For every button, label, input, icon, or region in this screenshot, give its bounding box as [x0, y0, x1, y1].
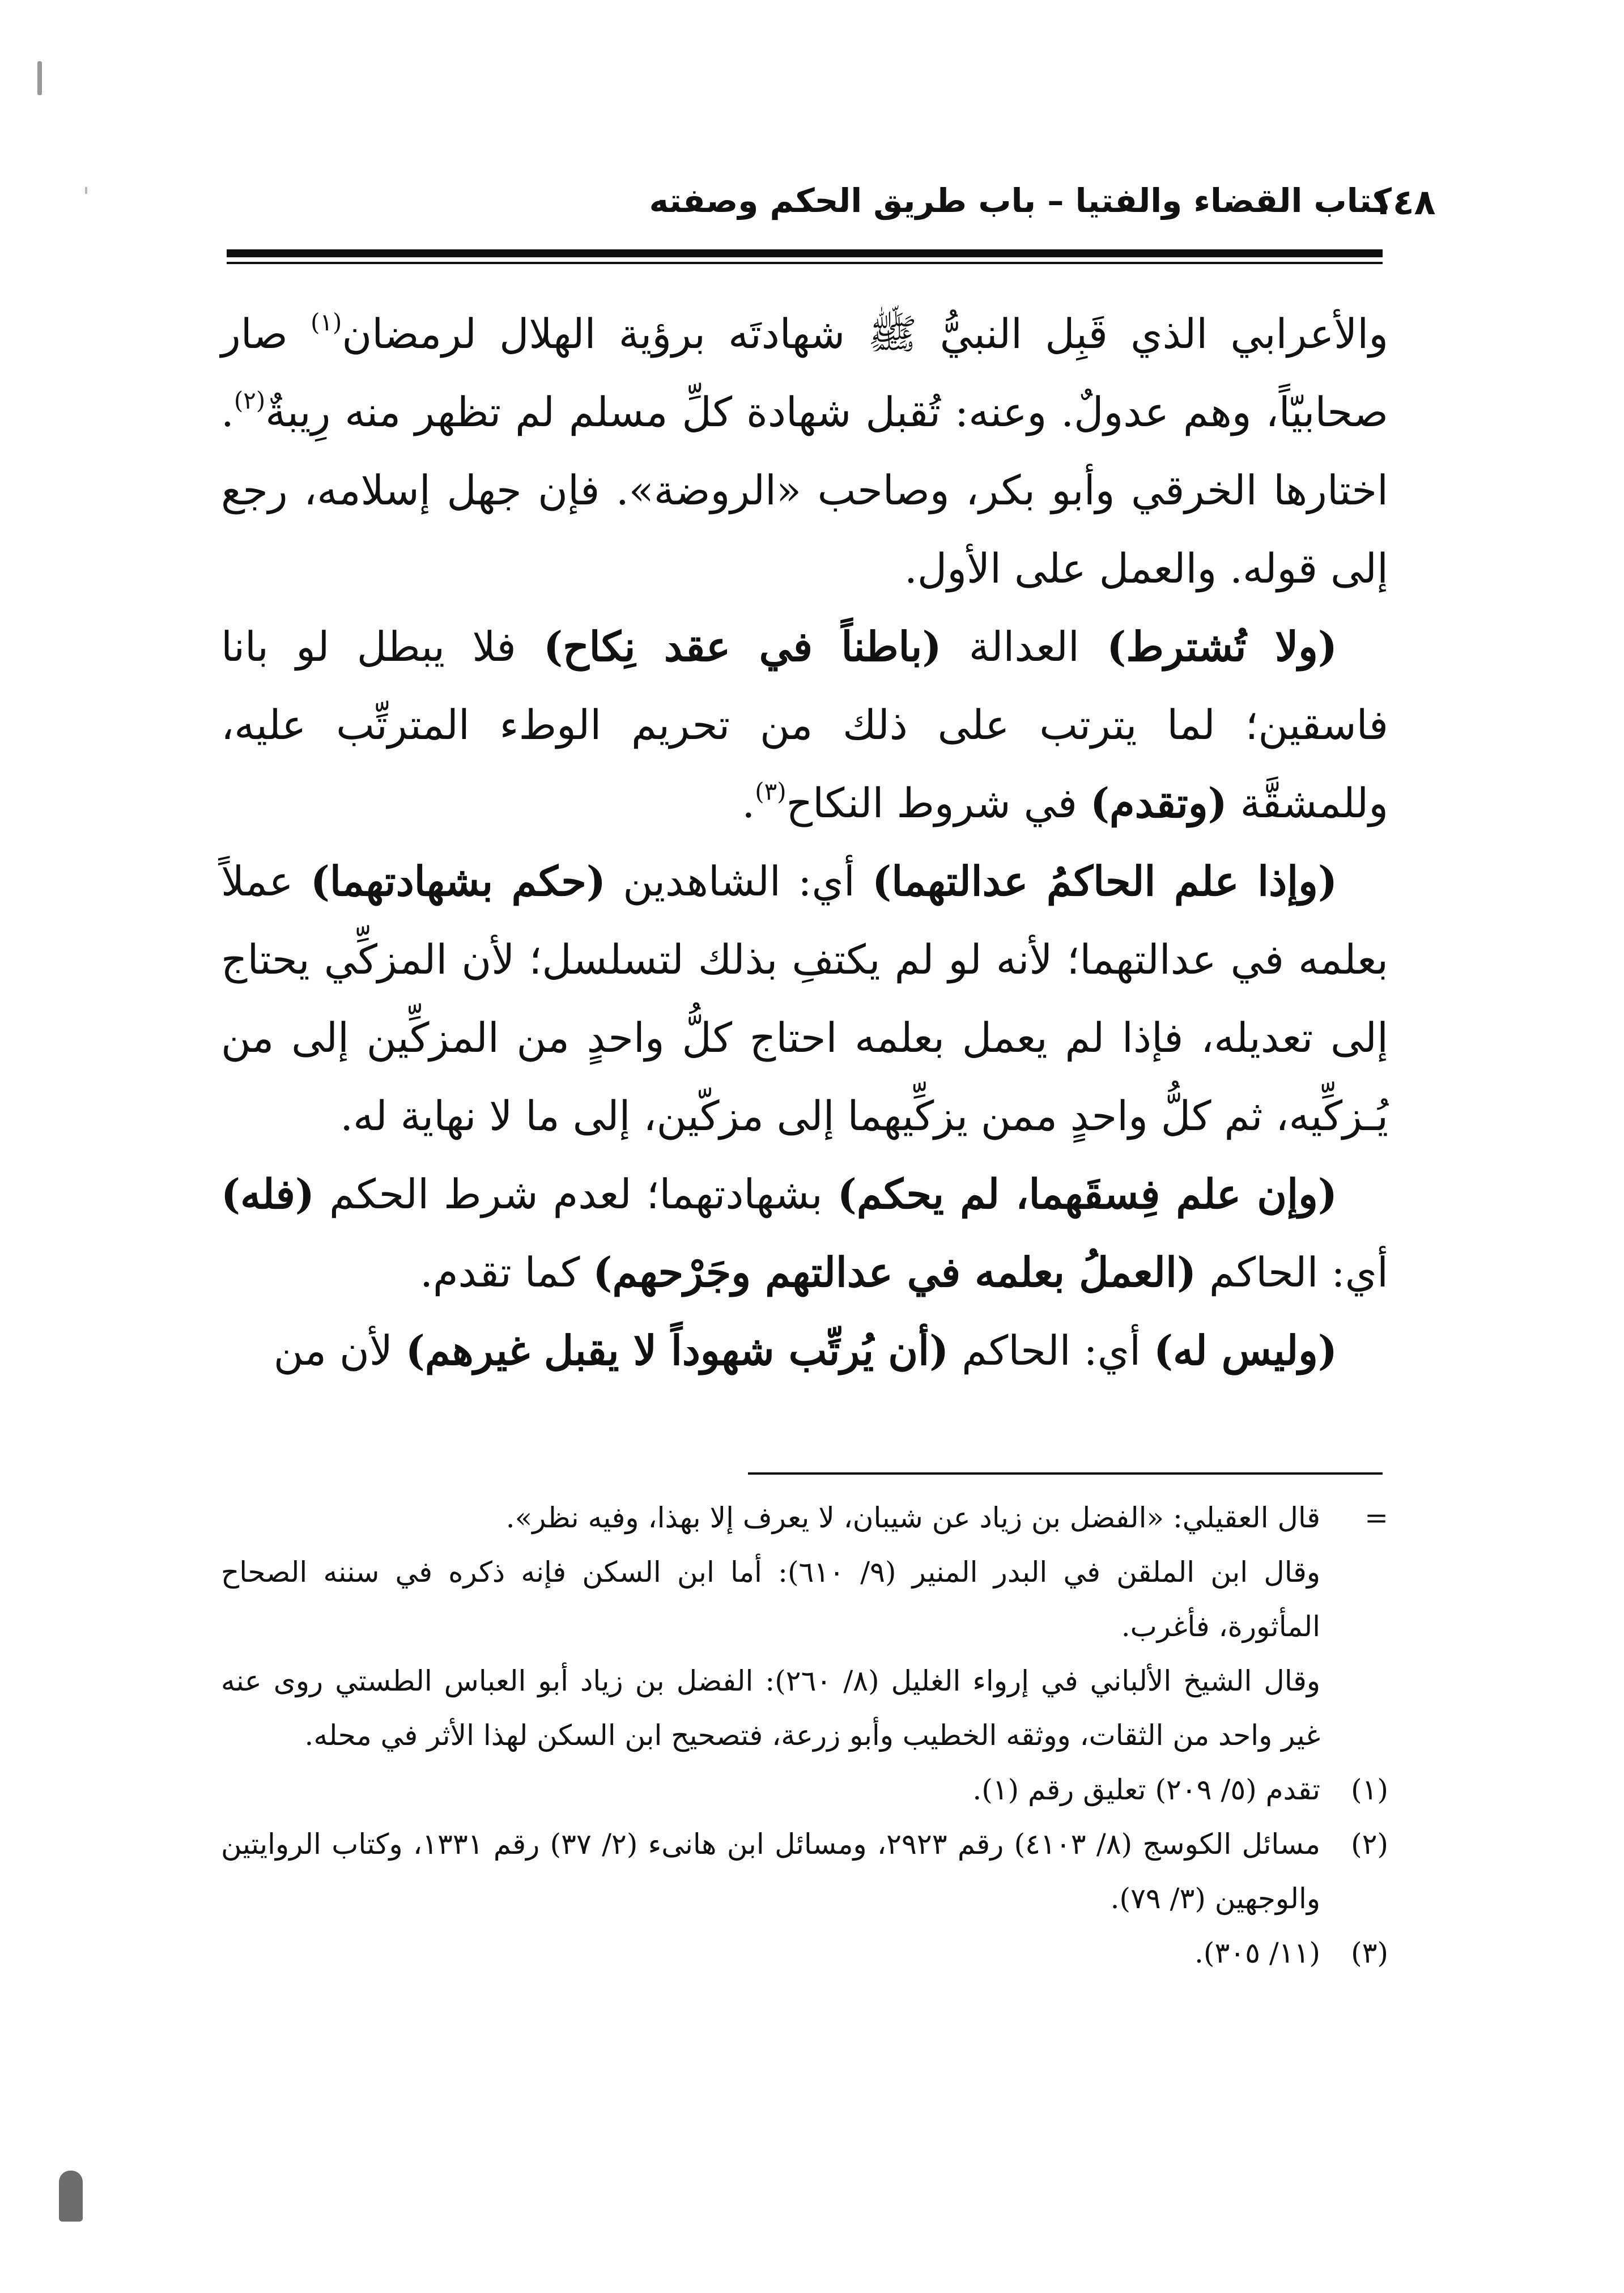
footnote-text: (١١/ ٣٠٥). — [1194, 1937, 1320, 1969]
footnote-number: (٣) — [1351, 1937, 1388, 1969]
matn-text: (وإن علم فِسقَهما، لم يحكم) — [837, 1170, 1337, 1218]
running-title: كتاب القضاء والفتيا – باب طريق الحكم وصفته — [649, 181, 1392, 220]
paragraph-5 — [221, 1311, 1388, 1390]
text-run: أي: الحاكم — [949, 1327, 1154, 1374]
matn-text: (وإذا علم الحاكمُ عدالتهما) — [872, 857, 1338, 905]
paragraph-1 — [221, 295, 1388, 608]
footnote-1 — [221, 1763, 1388, 1817]
text-run: . اختارها الخرقي وأبو بكر، وصاحب «الروضة». فإن جهل إسلامه، رجع إلى قوله. والعمل على الأول. — [221, 388, 1388, 592]
text-run: بشهادتهما؛ لعدم شرط الحكم — [314, 1170, 837, 1218]
footnote-3 — [221, 1926, 1388, 1980]
matn-text: (حكم بشهادتهما) — [310, 857, 606, 905]
footnote-ref-3: (٣) — [755, 778, 787, 805]
text-run: . — [742, 779, 755, 827]
header-rule-thick — [227, 249, 1383, 257]
matn-text: (وتقدم) — [1090, 779, 1227, 827]
paragraph-4 — [221, 1155, 1388, 1311]
paragraph-3 — [221, 842, 1388, 1155]
footnote-ref-1: (١) — [311, 308, 342, 336]
footnote-text: قال العقيلي: «الفضل بن زياد عن شيبان، لا يعرف إلا بهذا، وفيه نظر». — [505, 1501, 1320, 1534]
main-text — [221, 295, 1388, 1390]
matn-text: (وليس له) — [1154, 1326, 1337, 1374]
text-run: صار صحابيّاً، وهم عدولٌ. وعنه: تُقبل شهادة كلِّ مسلم لم تظهر منه رِيبةٌ — [221, 310, 1388, 436]
matn-text: (باطناً في عقد نِكاح) — [543, 622, 942, 670]
footnote-number: (٢) — [1351, 1828, 1388, 1861]
page-header — [227, 176, 1436, 238]
text-run: عملاً بعلمه في عدالتهما؛ لأنه لو لم يكتفِ بذلك لتسلسل؛ لأن المزكِّي يحتاج إلى تعديله، فإذا لم يعمل بعلمه احتاج كلُّ واحدٍ من المزكِّين إلى من يُـزكِّيه، ثم كلُّ واحدٍ ممن يزكِّيهما إلى مزكّين، إلى ما لا نهاية له. — [221, 857, 1388, 1140]
text-run: أي: الشاهدين — [605, 857, 873, 905]
footnote-text: تقدم (٥/ ٢٠٩) تعليق رقم (١). — [972, 1773, 1320, 1806]
footnote-number: (١) — [1351, 1773, 1388, 1806]
footnote-text: وقال الشيخ الألباني في إرواء الغليل (٨/ ٢٦٠): الفضل بن زياد أبو العباس الطستي روى عنه غير واحد من الثقات، ووثقه الخطيب وأبو زرعة، فتصحيح ابن السكن لهذا الأثر في محله. — [221, 1664, 1320, 1752]
text-run: كما تقدم. — [420, 1249, 593, 1296]
continuation-marker: = — [1364, 1501, 1388, 1534]
matn-text: (فله) — [221, 1170, 314, 1218]
footnote-continuation-1 — [221, 1491, 1388, 1545]
text-run: فلا يبطل لو بانا فاسقين؛ لما يترتب على ذلك من تحريم الوطء المترتِّب عليه، وللمشقَّة — [221, 623, 1388, 827]
matn-text: (أن يُرتِّب شهوداً لا يقبل غيرهم) — [405, 1326, 949, 1374]
footnote-2 — [221, 1817, 1388, 1926]
footnote-text: وقال ابن الملقن في البدر المنير (٩/ ٦١٠): أما ابن السكن فإنه ذكره في سننه الصحاح المأثورة، فأغرب. — [221, 1556, 1321, 1643]
scan-artifact-small — [85, 187, 87, 194]
footnote-text: مسائل الكوسج (٨/ ٤١٠٣) رقم ٢٩٢٣، ومسائل ابن هانىء (٢/ ٣٧) رقم ١٣٣١، وكتاب الروايتين والوجهين (٣/ ٧٩). — [221, 1828, 1321, 1915]
paragraph-2 — [221, 608, 1388, 842]
footnote-continuation-2 — [221, 1545, 1388, 1654]
matn-text: (العملُ بعلمه في عدالتهم وجَرْحهم) — [593, 1248, 1197, 1296]
text-run: والأعرابي الذي قَبِل النبيُّ ﷺ شهادتَه برؤية الهلال لرمضان — [342, 310, 1389, 358]
text-run: العدالة — [941, 623, 1107, 670]
footnote-separator — [748, 1472, 1383, 1475]
footnote-ref-2: (٢) — [233, 387, 266, 414]
header-rule-thin — [227, 262, 1383, 264]
text-run: لأن من — [273, 1327, 406, 1374]
footnote-continuation-3 — [221, 1654, 1388, 1763]
page-number: ١٤٨ — [1371, 181, 1436, 223]
matn-text: (ولا تُشترط) — [1107, 622, 1337, 670]
footnotes — [221, 1491, 1388, 1980]
scan-artifact-top — [37, 61, 42, 95]
text-run: أي: الحاكم — [1196, 1249, 1388, 1296]
scan-artifact-bottom — [59, 2171, 83, 2222]
text-run: في شروط النكاح — [786, 779, 1090, 827]
